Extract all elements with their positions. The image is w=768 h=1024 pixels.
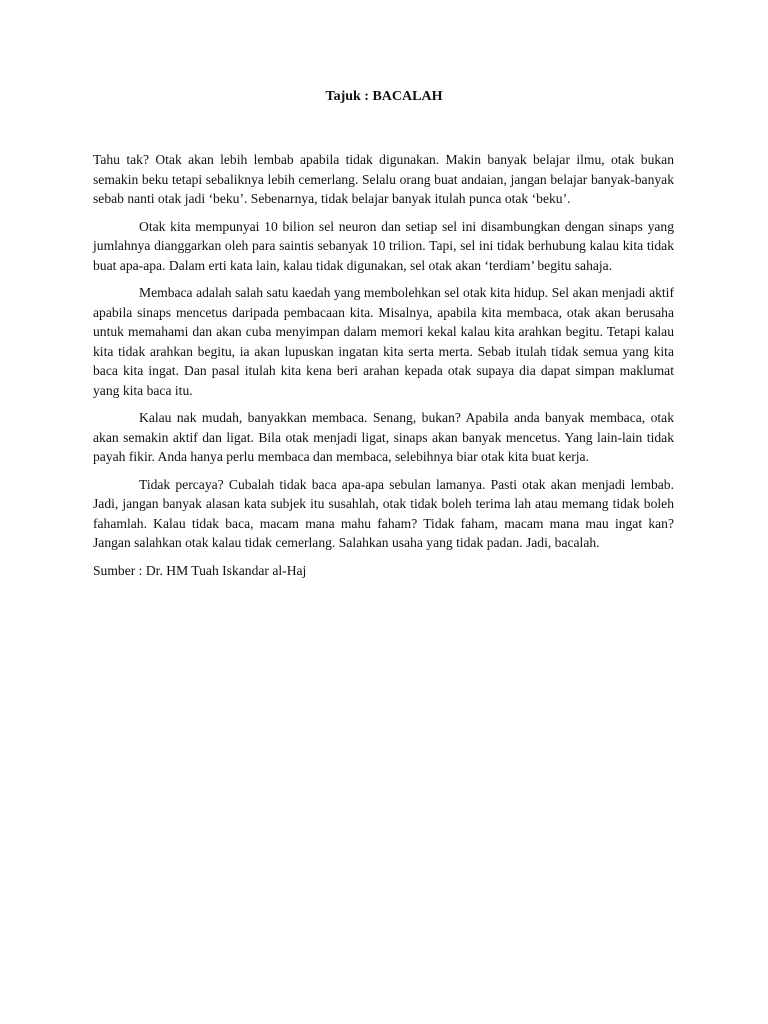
paragraph-5: Tidak percaya? Cubalah tidak baca apa-apa sebulan lamanya. Pasti otak akan menjadi lembab. Jadi, jangan banyak alasan kata subjek itu susahlah, otak tidak boleh terima lah atau memang tidak boleh fahamlah. Kalau tidak baca, macam mana mahu faham? Tidak faham, macam mana mau ingat kan? Jangan salahkan otak kalau tidak cemerlang. Salahkan usaha yang tidak padan. Jadi, bacalah. (93, 476, 674, 550)
paragraph-1: Tahu tak? Otak akan lebih lembab apabila tidak digunakan. Makin banyak belajar ilmu, otak bukan semakin beku tetapi sebaliknya lebih cemerlang. Selalu orang buat andaian, jangan belajar banyak-banyak sebab nanti otak jadi ‘beku’. Sebenarnya, tidak belajar banyak itulah punca otak ‘beku’. (93, 152, 674, 206)
paragraph-4: Kalau nak mudah, banyakkan membaca. Senang, bukan? Apabila anda banyak membaca, otak akan semakin aktif dan ligat. Bila otak menjadi ligat, sinaps akan banyak mencetus. Yang lain-lain tidak payah fikir. Anda hanya perlu membaca dan membaca, selebihnya biar otak kita buat kerja. (93, 410, 674, 464)
paragraph-3: Membaca adalah salah satu kaedah yang membolehkan sel otak kita hidup. Sel akan menjadi aktif apabila sinaps mencetus daripada pembacaan kita. Misalnya, apabila kita membaca, otak akan berusaha untuk memahami dan akan cuba menyimpan dalam memori kekal kalau kita arahkan begitu. Tetapi kalau kita tidak arahkan begitu, ia akan lupuskan ingatan kita serta merta. Sebab itulah tidak semua yang kita baca kita ingat. Dan pasal itulah kita kena beri arahan kepada otak supaya dia dapat simpan maklumat yang kita baca itu. (93, 285, 674, 398)
source-line: Sumber : Dr. HM Tuah Iskandar al-Haj (93, 562, 307, 578)
document-body (93, 150, 674, 580)
document-title: Tajuk : BACALAH (325, 89, 443, 104)
paragraph-2: Otak kita mempunyai 10 bilion sel neuron dan setiap sel ini disambungkan dengan sinaps yang jumlahnya dianggarkan oleh para saintis sebanyak 10 trilion. Tapi, sel ini tidak berhubung kalau kita tidak buat apa-apa. Dalam erti kata lain, kalau tidak digunakan, sel otak akan ‘terdiam’ begitu sahaja. (93, 218, 674, 273)
